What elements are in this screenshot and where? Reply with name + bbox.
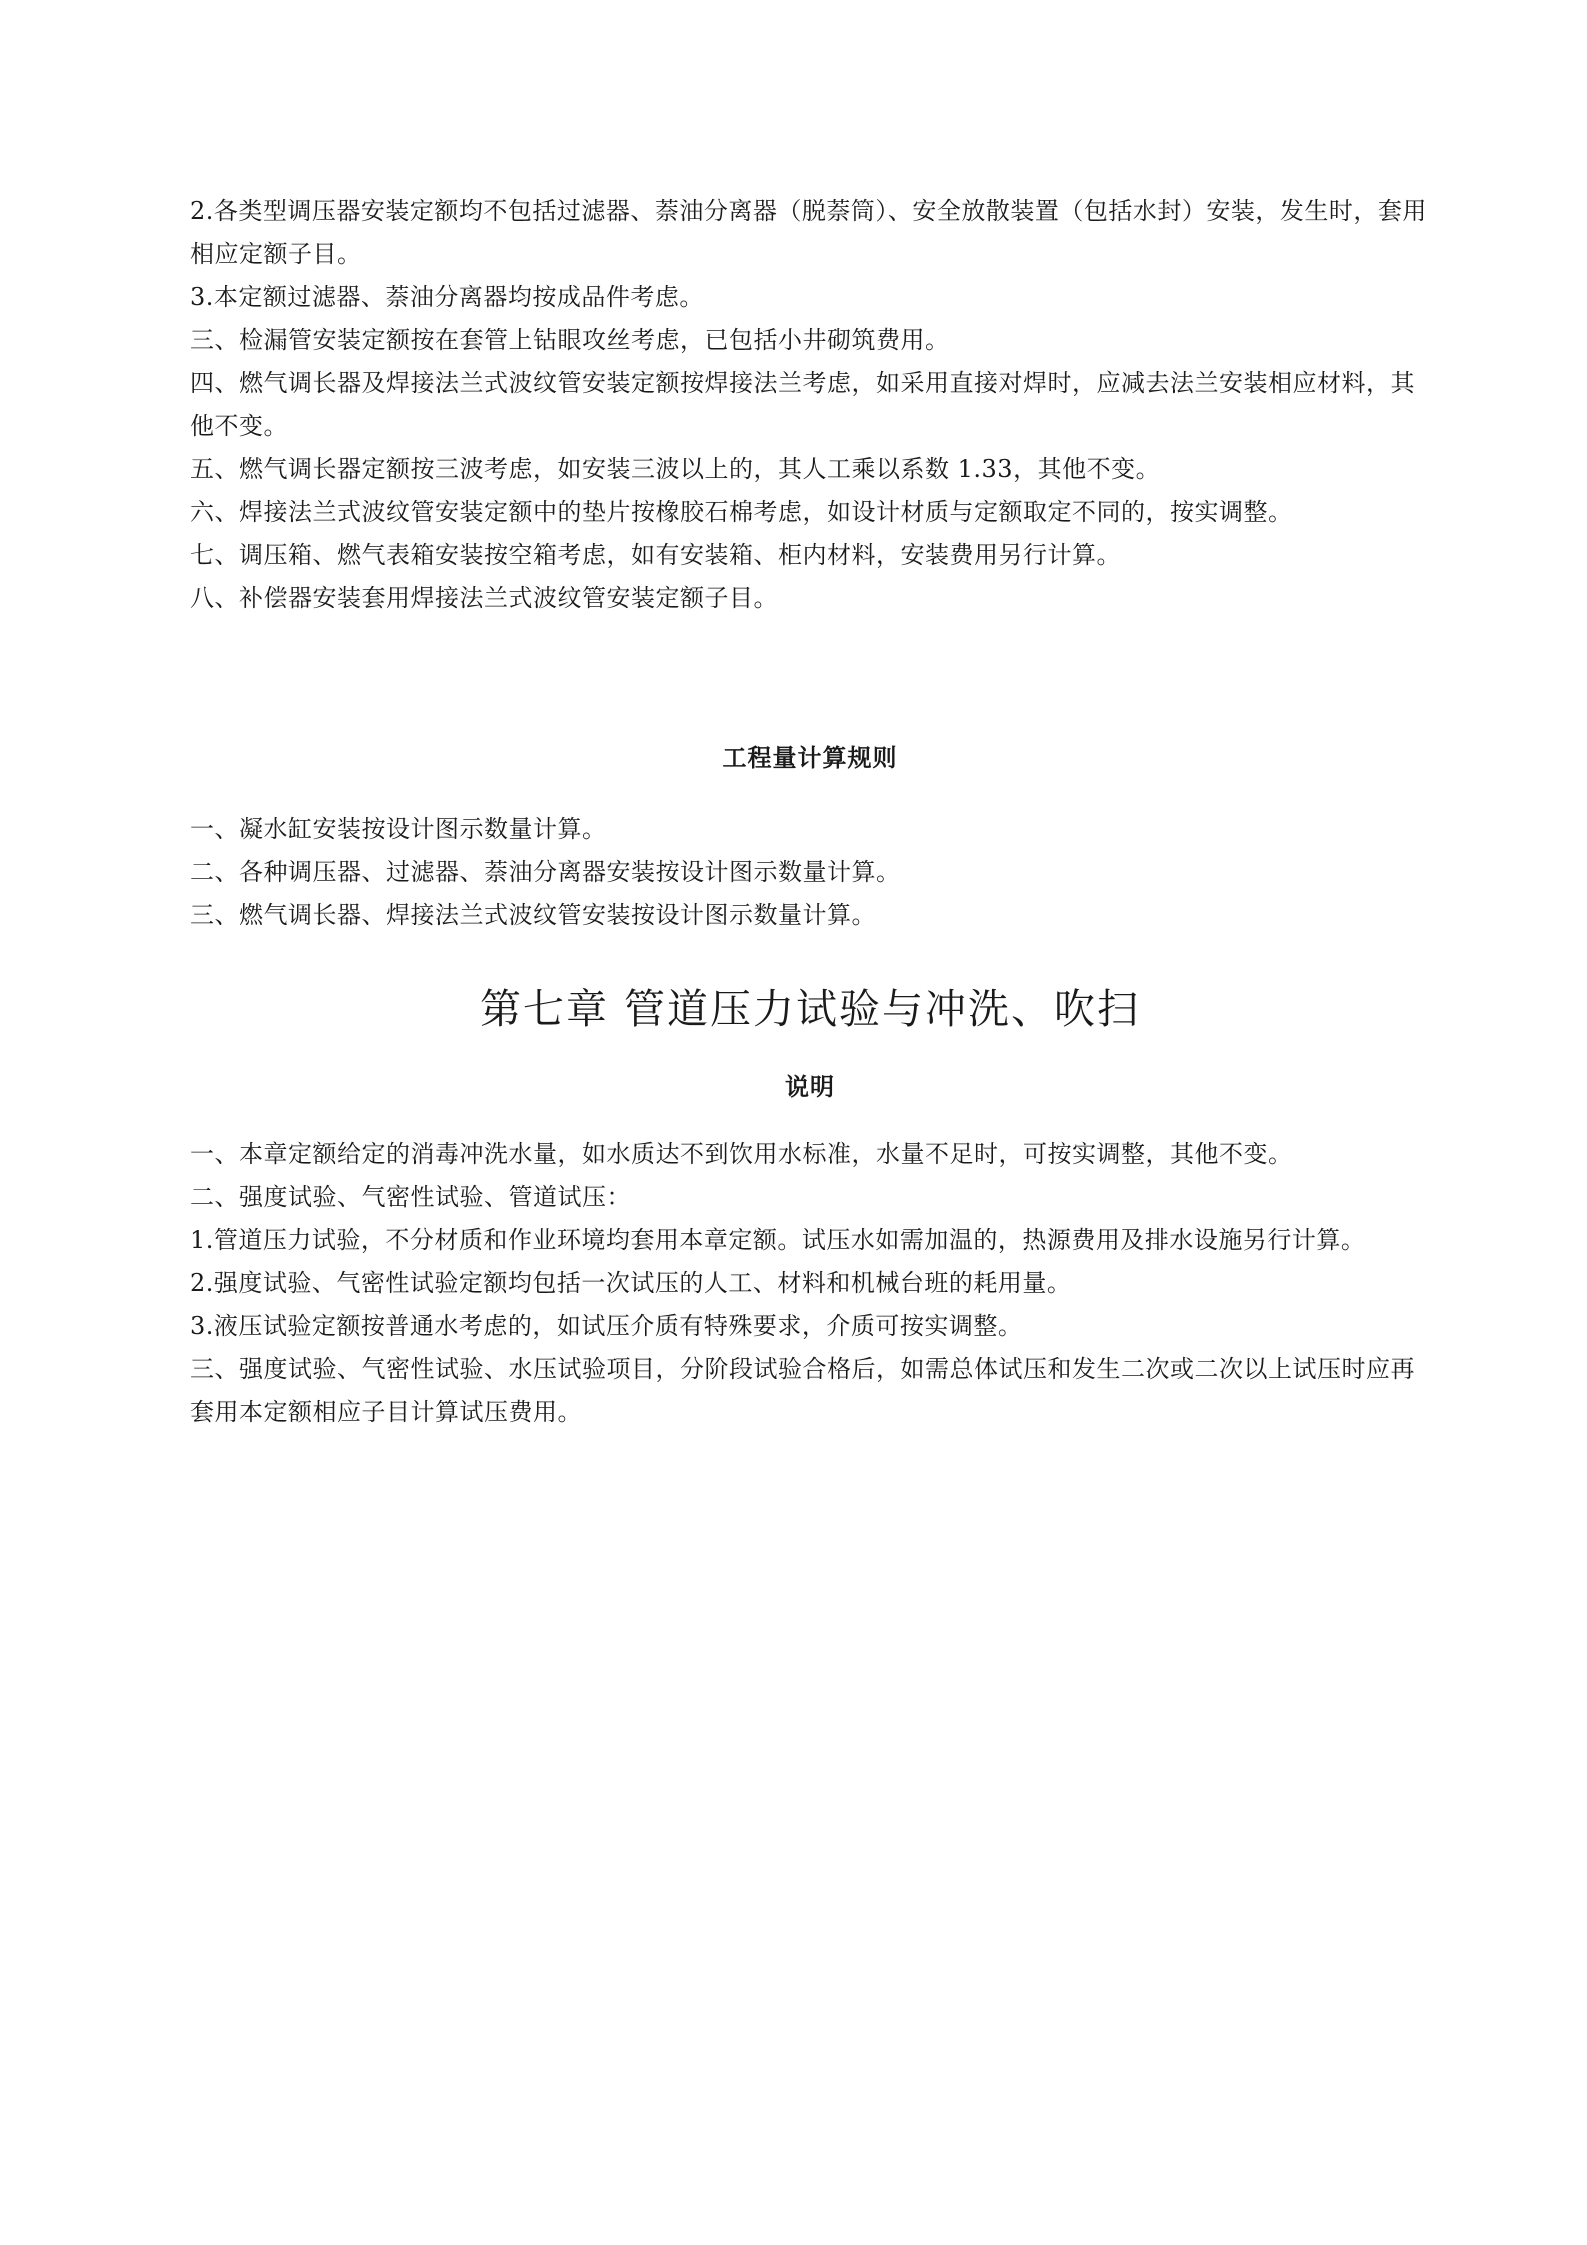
chapter-subheading: 说明: [785, 1072, 835, 1101]
chapter-item: 二、强度试验、气密性试验、管道试压：: [190, 1183, 631, 1211]
chapter-item: 三、强度试验、气密性试验、水压试验项目，分阶段试验合格后，如需总体试压和发生二次或二次以上试压时应再套用本定额相应子目计算试压费用。: [190, 1355, 1415, 1426]
note-item: 五、燃气调长器定额按三波考虑，如安装三波以上的，其人工乘以系数 1.33，其他不变。: [190, 455, 1161, 483]
document-page: [190, 190, 1430, 1434]
rule-item: 一、凝水缸安装按设计图示数量计算。: [190, 815, 607, 843]
chapter-item: 3.液压试验定额按普通水考虑的，如试压介质有特殊要求，介质可按实调整。: [190, 1312, 1023, 1340]
chapter-item: 1.管道压力试验，不分材质和作业环境均套用本章定额。试压水如需加温的，热源费用及排水设施另行计算。: [190, 1226, 1366, 1254]
chapter-title: 第七章 管道压力试验与冲洗、吹扫: [479, 985, 1141, 1033]
note-item: 三、检漏管安装定额按在套管上钻眼攻丝考虑，已包括小井砌筑费用。: [190, 326, 950, 354]
rule-item: 二、各种调压器、过滤器、萘油分离器安装按设计图示数量计算。: [190, 858, 901, 886]
note-item: 2.各类型调压器安装定额均不包括过滤器、萘油分离器（脱萘筒）、安全放散装置（包括水封）安装，发生时，套用相应定额子目。: [190, 197, 1427, 268]
note-item: 六、焊接法兰式波纹管安装定额中的垫片按橡胶石棉考虑，如设计材质与定额取定不同的，按实调整。: [190, 498, 1293, 526]
chapter-item: 一、本章定额给定的消毒冲洗水量，如水质达不到饮用水标准，水量不足时，可按实调整，其他不变。: [190, 1140, 1293, 1168]
chapter-item: 2.强度试验、气密性试验定额均包括一次试压的人工、材料和机械台班的耗用量。: [190, 1269, 1072, 1297]
note-item: 八、补偿器安装套用焊接法兰式波纹管安装定额子目。: [190, 584, 778, 612]
rule-item: 三、燃气调长器、焊接法兰式波纹管安装按设计图示数量计算。: [190, 901, 876, 929]
note-item: 3.本定额过滤器、萘油分离器均按成品件考虑。: [190, 283, 704, 311]
note-item: 七、调压箱、燃气表箱安装按空箱考虑，如有安装箱、柜内材料，安装费用另行计算。: [190, 541, 1121, 569]
note-item: 四、燃气调长器及焊接法兰式波纹管安装定额按焊接法兰考虑，如采用直接对焊时，应减去法兰安装相应材料，其他不变。: [190, 369, 1415, 440]
rules-heading: 工程量计算规则: [722, 743, 898, 772]
